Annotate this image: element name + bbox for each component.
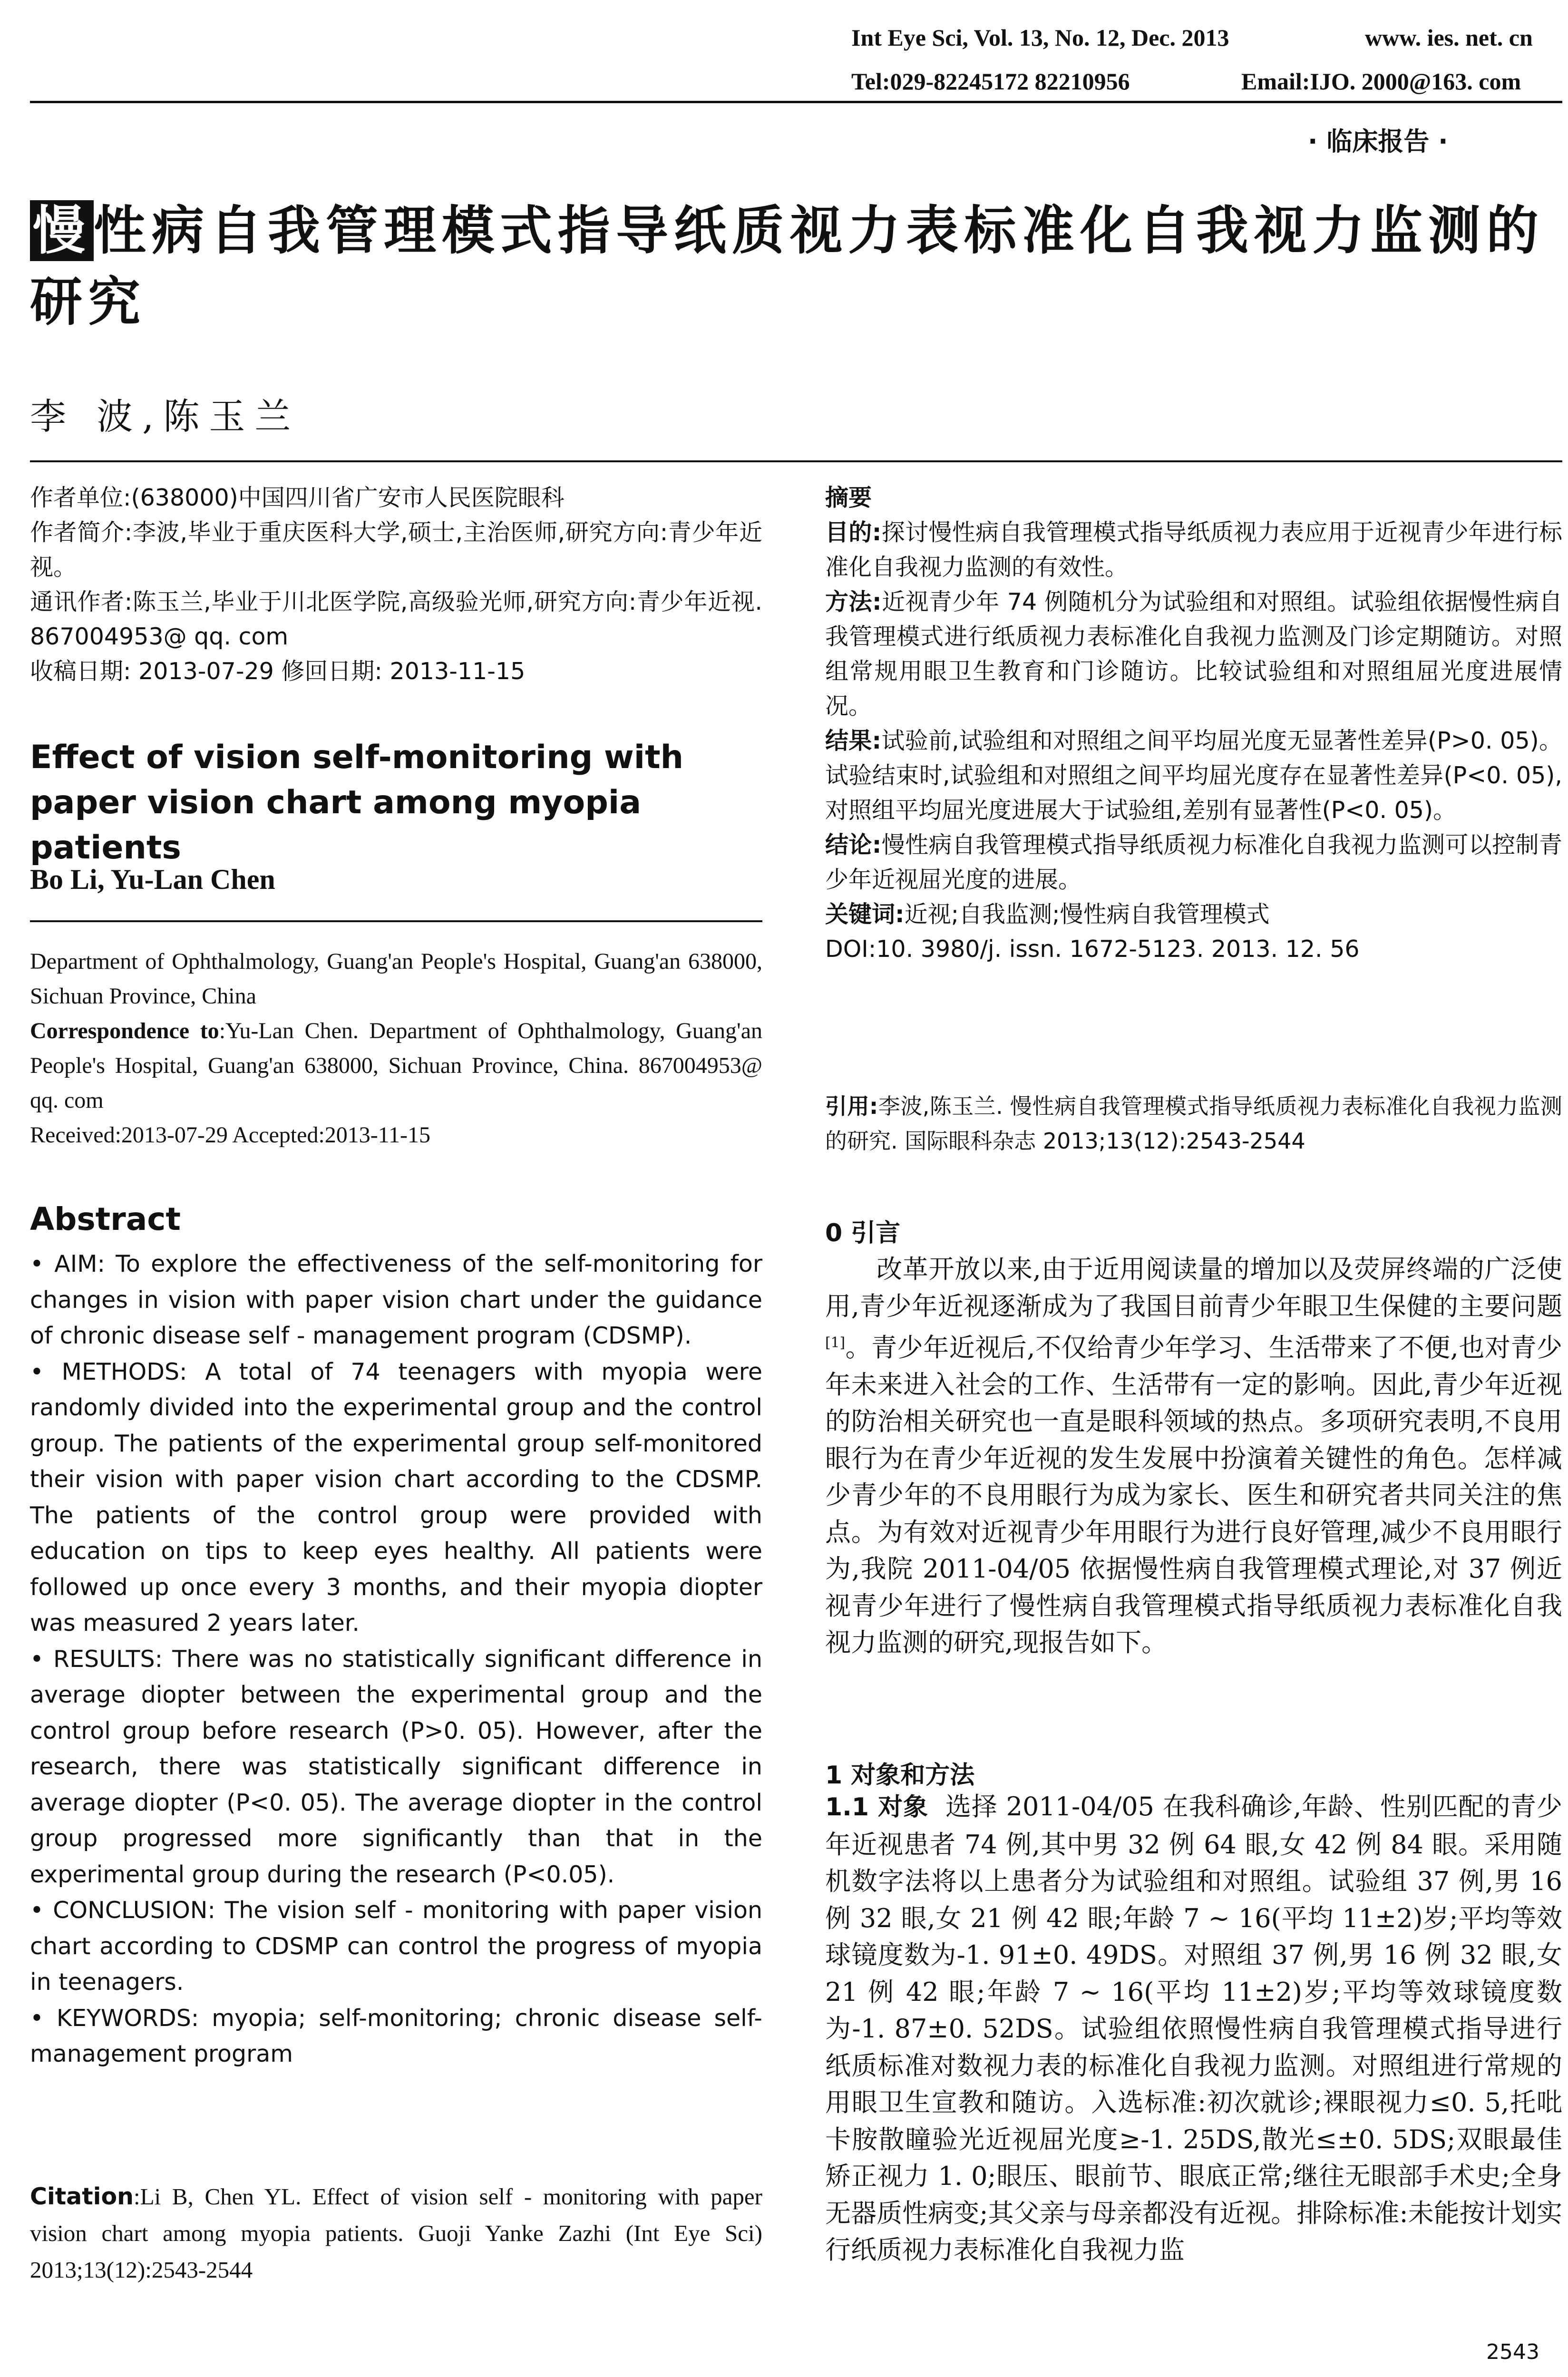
abstract-cn-keywords: 关键词:近视;自我监测;慢性病自我管理模式 xyxy=(825,901,1270,928)
english-authors-rule xyxy=(30,920,762,922)
english-received: Received:2013-07-29 Accepted:2013-11-15 xyxy=(30,1122,430,1148)
abstract-cn-results: 结果:试验前,试验组和对照组之间平均屈光度无显著性差异(P>0. 05)。试验结束时,试验组和对照组之间平均屈光度存在显著性差异(P<0. 05),对照组平均屈光度进展大于试验组,差别有显著性(P<0. 05)。 xyxy=(825,727,1562,824)
english-dept: Department of Ophthalmology, Guang'an People's Hospital, Guang'an 638000, Sichuan Province, China xyxy=(30,949,762,1009)
citation-cn-label: 引用: xyxy=(825,1093,878,1119)
methods-heading: 1 对象和方法 xyxy=(825,1761,975,1790)
english-affiliation xyxy=(30,944,762,1152)
affiliation-bio: 作者简介:李波,毕业于重庆医科大学,硕士,主治医师,研究方向:青少年近视。 xyxy=(30,519,762,581)
intro-body xyxy=(825,1251,1562,1661)
abstract-aim: • AIM: To explore the effectiveness of the self-monitoring for changes in vision with paper vision chart under the guidance of chronic disease self - management program (CDSMP). xyxy=(30,1250,762,1349)
abstract-heading: Abstract xyxy=(30,1201,181,1237)
subsection-label: 1.1 对象 xyxy=(825,1793,928,1822)
intro-paragraph: 改革开放以来,由于近用阅读量的增加以及荧屏终端的广泛使用,青少年近视逐渐成为了我国目前青少年眼卫生保健的主要问题[1]。青少年近视后,不仅给青少年学习、生活带来了不便,也对青少年未来进入社会的工作、生活带有一定的影响。因此,青少年近视的防治相关研究也一直是眼科领域的热点。多项研究表明,不良用眼行为在青少年近视的发生发展中扮演着关键性的角色。怎样减少青少年的不良用眼行为成为家长、医生和研究者共同关注的焦点。为有效对近视青少年用眼行为进行良好管理,减少不良用眼行为,我院 2011-04/05 依据慢性病自我管理模式理论,对 37 例近视青少年进行了慢性病自我管理模式指导纸质视力表标准化自我视力监测的研究,现报告如下。 xyxy=(825,1254,1562,1657)
correspondence-label: Correspondence to xyxy=(30,1018,219,1043)
english-title: Effect of vision self-monitoring with paper vision chart among myopia patients xyxy=(30,739,684,867)
citation-label: Citation xyxy=(30,2183,134,2210)
abstract-results: • RESULTS: There was no statistically significant difference in average diopter between the experimental group and the control group before research (P>0. 05). However, after the research, there was statistically significant difference in average diopter (P<0. 05). The average diopter in the control group progressed more significantly than that in the experimental group during the research (P<0.05). xyxy=(30,1645,762,1888)
title-rest: 性病自我管理模式指导纸质视力表标准化自我视力监测的研究 xyxy=(30,200,1544,332)
abstract-conclusion: • CONCLUSION: The vision self - monitoring with paper vision chart according to CDSMP can control the progress of myopia in teenagers. xyxy=(30,1897,762,1996)
abstract-en-body xyxy=(30,1246,762,2072)
reference-marker: [1] xyxy=(825,1335,846,1351)
page-title xyxy=(30,195,1566,338)
header-rule xyxy=(30,101,1562,103)
abstract-cn-conclusion: 结论:慢性病自我管理模式指导纸质视力标准化自我视力监测可以控制青少年近视屈光度的进展。 xyxy=(825,831,1562,893)
title-first-char: 慢 xyxy=(30,200,94,261)
page-number: 2543 xyxy=(1486,2340,1539,2364)
citation-text: :Li B, Chen YL. Effect of vision self - monitoring with paper vision chart among myopia patients. Guoji Yanke Zazhi (Int Eye Sci) 2013;13(12):2543-2544 xyxy=(30,2183,762,2283)
abstract-cn xyxy=(825,480,1562,966)
citation-cn-text: 李波,陈玉兰. 慢性病自我管理模式指导纸质视力表标准化自我视力监测的研究. 国际眼科杂志 2013;13(12):2543-2544 xyxy=(825,1093,1562,1154)
journal-info: Int Eye Sci, Vol. 13, No. 12, Dec. 2013 xyxy=(851,24,1229,51)
section-label: · 临床报告 · xyxy=(1308,127,1448,156)
journal-tel: Tel:029-82245172 82210956 xyxy=(851,68,1130,95)
abstract-cn-heading: 摘要 xyxy=(825,484,872,511)
citation-cn xyxy=(825,1089,1562,1159)
english-correspondence xyxy=(30,1013,762,1118)
correspondence-text: :Yu-Lan Chen. Department of Ophthalmology, Guang'an People's Hospital, Guang'an 638000, Sichuan Province, China. 867004953@ qq. com xyxy=(30,1018,763,1113)
citation-en xyxy=(30,2178,762,2288)
affiliation-unit: 作者单位:(638000)中国四川省广安市人民医院眼科 xyxy=(30,484,565,511)
methods-body xyxy=(825,1788,1562,2269)
abstract-cn-methods: 方法:近视青少年 74 例随机分为试验组和对照组。试验组依据慢性病自我管理模式进行纸质视力表标准化自我视力监测及门诊定期随访。对照组常规用眼卫生教育和门诊随访。比较试验组和对照组屈光度进展情况。 xyxy=(825,588,1562,720)
methods-paragraph: 1.1 对象 选择 2011-04/05 在我科确诊,年龄、性别匹配的青少年近视患者 74 例,其中男 32 例 64 眼,女 42 例 84 眼。采用随机数字法将以上患者分为试验组和对照组。试验组 37 例,男 16 例 32 眼,女 21 例 42 眼;年龄 7 ~ 16(平均 11±2)岁;平均等效球镜度数为-1. 91±0. 49DS。对照组 37 例,男 16 例 32 眼,女 21 例 42 眼;年龄 7 ~ 16(平均 11±2)岁;平均等效球镜度数为-1. 87±0. 52DS。试验组依照慢性病自我管理模式指导进行纸质标准对数视力表的标准化自我视力监测。对照组进行常规的用眼卫生宣教和随访。入选标准:初次就诊;裸眼视力≤0. 5,托吡卡胺散瞳验光近视屈光度≥-1. 25DS,散光≤±0. 5DS;双眼最佳矫正视力 1. 0;眼压、眼前节、眼底正常;继往无眼部手术史;全身无器质性病变;其父亲与母亲都没有近视。排除标准:未能按计划实行纸质视力表标准化自我视力监 xyxy=(825,1792,1562,2265)
affiliation-dates: 收稿日期: 2013-07-29 修回日期: 2013-11-15 xyxy=(30,658,526,685)
authors-cn: 李 波,陈玉兰 xyxy=(30,395,301,438)
intro-heading: 0 引言 xyxy=(825,1219,901,1247)
affiliation-cn xyxy=(30,480,762,689)
abstract-cn-aim: 目的:探讨慢性病自我管理模式指导纸质视力表应用于近视青少年进行标准化自我视力监测的有效性。 xyxy=(825,519,1562,581)
journal-email: Email:IJO. 2000@163. com xyxy=(1241,68,1521,95)
abstract-cn-doi: DOI:10. 3980/j. issn. 1672-5123. 2013. 12. 56 xyxy=(825,935,1360,963)
authors-rule xyxy=(30,460,1562,462)
affiliation-corr: 通讯作者:陈玉兰,毕业于川北医学院,高级验光师,研究方向:青少年近视. 867004953@ qq. com xyxy=(30,588,762,650)
abstract-keywords: • KEYWORDS: myopia; self-monitoring; chronic disease self-management program xyxy=(30,2004,762,2067)
english-authors: Bo Li, Yu-Lan Chen xyxy=(30,864,275,895)
abstract-methods: • METHODS: A total of 74 teenagers with myopia were randomly divided into the experimental group and the control group. The patients of the experimental group self-monitored their vision with paper vision chart according to the CDSMP. The patients of the control group were provided with education on tips to keep eyes healthy. All patients were followed up once every 3 months, and their myopia diopter was measured 2 years later. xyxy=(30,1358,762,1637)
journal-website: www. ies. net. cn xyxy=(1365,24,1533,51)
